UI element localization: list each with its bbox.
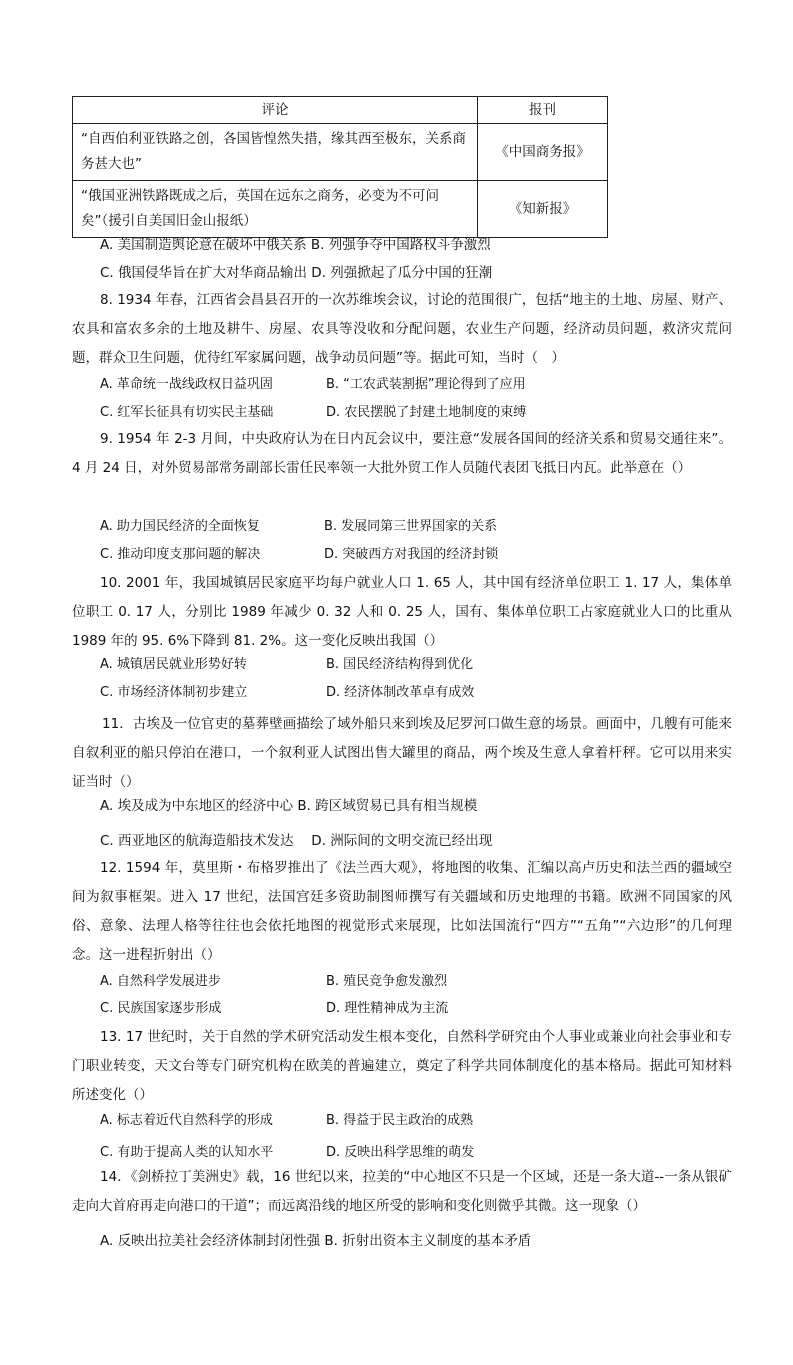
q13-option-a: A. 标志着近代自然科学的形成 (100, 1113, 273, 1128)
q8-option-d: D. 农民摆脱了封建土地制度的束缚 (326, 405, 527, 420)
q11-stem (72, 710, 732, 797)
q8-option-b: B. “工农武装割据”理论得到了应用 (326, 377, 526, 392)
q11-stem-text: 11．古埃及一位官吏的墓葬壁画描绘了域外船只来到埃及尼罗河口做生意的场景。画面中，几艘有可能来自叙利亚的船只停泊在港口，一个叙利亚人试图出售大罐里的商品，两个埃及生意人拿着杆秤。它可以用来实证当时（） (72, 716, 732, 790)
q9-stem (72, 425, 732, 483)
q10-option-b: B. 国民经济结构得到优化 (326, 657, 474, 672)
table-header-comment: 评论 (73, 97, 478, 124)
table-cell-paper: 《知新报》 (478, 181, 608, 238)
table-row (73, 124, 608, 181)
q14-options-ab: A. 反映出拉美社会经济体制封闭性强 B. 折射出资本主义制度的基本矛盾 (100, 1233, 532, 1249)
q9-option-b: B. 发展同第三世界国家的关系 (324, 519, 498, 534)
q13-option-c: C. 有助于提高人类的认知水平 (100, 1145, 274, 1160)
q10-option-d: D. 经济体制改革卓有成效 (326, 685, 475, 700)
q8-stem-text: 8. 1934 年春，江西省会昌县召开的一次苏维埃会议，讨论的范围很广，包括“地主的土地、房屋、财产、农具和富农多余的土地及耕牛、房屋、农具等没收和分配问题，农业生产问题，经济动员问题，救济灾荒问题，群众卫生问题，优待红军家属问题，战争动员问题”等。据此可知，当时（ ） (72, 292, 732, 366)
q9-option-c: C. 推动印度支那问题的解决 (100, 547, 261, 562)
q12-option-b: B. 殖民竞争愈发激烈 (326, 974, 448, 989)
q12-stem-text: 12. 1594 年，莫里斯・布格罗推出了《法兰西大观》，将地图的收集、汇编以高卢历史和法兰西的疆域空间为叙事框架。进入 17 世纪，法国宫廷多资助制图师撰写有关疆域和历史地理的书籍。欧洲不同国家的风俗、意象、法理人格等往往也会依托地图的视觉形式来展现，比如法国流行“四方”“五角”“六边形”的几何理念。这一进程折射出（） (72, 860, 732, 963)
table-row (73, 181, 608, 238)
q12-stem (72, 854, 732, 970)
q10-stem (72, 569, 732, 656)
q10-stem-text: 10. 2001 年，我国城镇居民家庭平均每户就业人口 1. 65 人，其中国有经济单位职工 1. 17 人，集体单位职工 0. 17 人，分别比 1989 年减少 0. 32 人和 0. 25 人，国有、集体单位职工占家庭就业人口的比重从 1989 年的 95. 6%下降到 81. 2%。这一变化反映出我国（） (72, 575, 732, 649)
q11-options-ab: A. 埃及成为中东地区的经济中心 B. 跨区域贸易已具有相当规模 (100, 798, 478, 814)
q13-stem-text: 13. 17 世纪时，关于自然的学术研究活动发生根本变化，自然科学研究由个人事业或兼业向社会事业和专门职业转变，天文台等专门研究机构在欧美的普遍建立，奠定了科学共同体制度化的基本格局。据此可知材料所述变化（） (72, 1029, 732, 1103)
q8-stem (72, 286, 732, 373)
q9-stem-text: 9. 1954 年 2-3 月间，中央政府认为在日内瓦会议中，要注意“发展各国间的经济关系和贸易交通往来”。4 月 24 日，对外贸易部常务副部长雷任民率领一大批外贸工作人员随代表团飞抵日内瓦。此举意在（） (72, 431, 732, 476)
q7-options-cd: C. 俄国侵华旨在扩大对华商品输出 D. 列强掀起了瓜分中国的狂潮 (100, 265, 493, 281)
table-cell-comment: “自西伯利亚铁路之创，各国皆惶然失措，缘其西至极东，关系商务甚大也” (73, 124, 478, 181)
table-header-paper: 报刊 (478, 97, 608, 124)
q9-option-d: D. 突破西方对我国的经济封锁 (324, 547, 499, 562)
q13-option-b: B. 得益于民主政治的成熟 (326, 1113, 474, 1128)
q12-option-d: D. 理性精神成为主流 (326, 1001, 449, 1016)
q12-option-c: C. 民族国家逐步形成 (100, 1001, 222, 1016)
table-cell-paper: 《中国商务报》 (478, 124, 608, 181)
q13-stem (72, 1023, 732, 1110)
table-cell-comment: “俄国亚洲铁路既成之后，英国在远东之商务，必变为不可问矣”（援引自美国旧金山报纸） (73, 181, 478, 238)
q11-options-cd: C. 西亚地区的航海造船技术发达 D. 洲际间的文明交流已经出现 (100, 833, 493, 849)
q12-option-a: A. 自然科学发展进步 (100, 974, 221, 989)
q8-option-a: A. 革命统一战线政权日益巩固 (100, 377, 273, 392)
comment-table (72, 96, 608, 238)
q7-options-ab: A. 美国制造舆论意在破坏中俄关系 B. 列强争夺中国路权斗争激烈 (100, 237, 491, 253)
q14-stem-text: 14．《剑桥拉丁美洲史》载，16 世纪以来，拉美的“中心地区不只是一个区域，还是一条大道--一条从银矿走向大首府再走向港口的干道”；而远离沿线的地区所受的影响和变化则微乎其微。这一现象（） (72, 1169, 732, 1214)
q10-option-a: A. 城镇居民就业形势好转 (100, 657, 247, 672)
q13-option-d: D. 反映出科学思维的萌发 (326, 1145, 475, 1160)
q14-stem (72, 1163, 732, 1221)
q10-option-c: C. 市场经济体制初步建立 (100, 685, 248, 700)
q9-option-a: A. 助力国民经济的全面恢复 (100, 519, 260, 534)
table-header-row (73, 97, 608, 124)
q8-option-c: C. 红军长征具有切实民主基础 (100, 405, 274, 420)
